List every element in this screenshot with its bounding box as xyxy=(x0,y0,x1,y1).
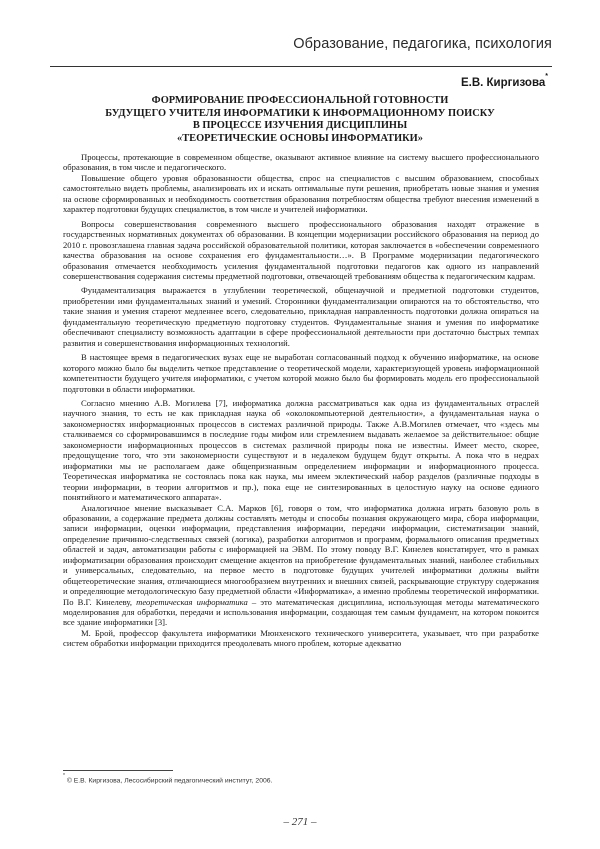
paragraph-7-tail: – это математическая дисциплина, использующая методы математического моделирования для обработки, передачи и использования информации, создающая тем самым фундамент, на котором покоится все здание информатики [3]. xyxy=(63,596,539,628)
paragraph-7 xyxy=(63,503,539,628)
paragraph-5: В настоящее время в педагогических вузах еще не выработан согласованный подход к обучению информатике, на основе которого можно было бы выделить четкое представление о теоретической модели, характеризующей уровень информационной компетентности будущего учителя информатики, с учетом которой можно было бы формировать модель его профессиональной подготовки в области информатики. xyxy=(63,352,539,394)
author-footnote-mark: * xyxy=(545,73,548,80)
author-name xyxy=(460,73,548,89)
title-line-3: В ПРОЦЕССЕ ИЗУЧЕНИЯ ДИСЦИПЛИНЫ xyxy=(192,120,408,132)
footnote-divider xyxy=(63,770,173,771)
footnote-text: © Е.В. Киргизова, Лесосибирский педагогический институт, 2006. xyxy=(64,777,273,785)
paragraph-7-emphasis: теоретическая информатика xyxy=(136,596,248,607)
title-line-2: БУДУЩЕГО УЧИТЕЛЯ ИНФОРМАТИКИ К ИНФОРМАЦИОННОМУ ПОИСКУ xyxy=(105,107,495,119)
paragraph-6: Согласно мнению А.В. Могилева [7], информатика должна рассматриваться как одна из фундаментальных отраслей научного знания, то есть не как прикладная наука об «околокомпьютерной деятельности», а фундаментальная наука о закономерностях информационных процессов в системах различной природы. Также А.В.Могилев отмечает, что «здесь мы сталкиваемся со сформировавшимся в последние годы мифом или стремлением выдавать желаемое за действительное: общие закономерности информационных процессов в системах различной природы пока не известны. Имеет место, скорее, предощущение того, что эти закономерности существуют и в недалеком будущем будут открыты. А пока что в недрах информатики мы не располагаем даже общепризнанным определением информации и информационного процесса. Теоретическая информатика не состоялась пока как наука, мы имеем эклектический набор разделов (различные подходы в теории информации, в теории алгоритмов и пр.), пока еще не синтезированных в целостную науку на основе единого понятийного и математического аппарата». xyxy=(63,397,539,503)
footnote-mark: * xyxy=(63,773,65,779)
paragraph-7-text: Аналогичное мнение высказывает С.А. Марков [6], говоря о том, что информатика должна играть базовую роль в образовании, а содержание предмета должны составлять методы и способы познания окружающего мира, сбора информации, записи информации, оценки информации, представления информации, передачи информации, систематизации знаний, определение причинно-следственных связей (логика), разработки алгоритмов и программ, формального описания предметных областей и задач, автоматизации работы с информацией на ЭВМ. По этому поводу В.Г. Кинелев констатирует, что в рамках информатизации образования происходит смещение акцентов на приобретение фундаментальных знаний, наиболее стабильных и универсальных, следовательно, на первое место в подготовке будущих учителей информатики должны выйти общетеоретические знания, отличающиеся многообразием внутренних и внешних связей, раскрывающие структуру содержания и определяющие методологическую базу предметной области «Информатика», а именно проблемы теоретической информатики. По В.Г. Кинелеву, xyxy=(63,502,539,607)
author-name-text: Е.В. Киргизова xyxy=(460,76,546,89)
footnote xyxy=(63,775,272,784)
title-line-1: ФОРМИРОВАНИЕ ПРОФЕССИОНАЛЬНОЙ ГОТОВНОСТИ xyxy=(151,95,449,106)
paragraph-2: Повышение общего уровня образованности общества, спрос на специалистов с высшим образованием, способных самостоятельно видеть проблемы, анализировать их и искать оптимальные пути решения, приобретать новые знания и умения на основе сформированных и необходимость соответствия образования потребностям общества требуют внесения изменений в характер подготовки будущих специалистов, в том числе и учителей информатики. xyxy=(63,172,539,215)
page-number: – 271 – xyxy=(283,816,317,828)
header-divider xyxy=(50,66,552,67)
article-title xyxy=(60,95,540,145)
paragraph-1: Процессы, протекающие в современном обществе, оказывают активное влияние на систему высшего профессионального образования, в том числе и педагогического. xyxy=(63,152,539,173)
title-line-4: «ТЕОРЕТИЧЕСКИЕ ОСНОВЫ ИНФОРМАТИКИ» xyxy=(177,132,423,144)
paragraph-3: Вопросы совершенствования современного высшего профессионального образования находят отражение в государственных нормативных документах об образовании. В концепции модернизации российского образования на период до 2010 г. провозглашена главная задача российской образовательной политики, которая заключается в «обеспечении современного качества образования на основе сохранения его фундаментальности…». В Программе модернизации педагогического образования отмечается необходимость усиления фундаментальной подготовки педагогов как одного из направлений совершенствования содержания системы предметной подготовки, отвечающей требованиям общества к педагогическим кадрам. xyxy=(63,218,539,281)
paragraph-8: М. Брой, профессор факультета информатики Мюнхенского технического университета, указывает, что при разработке систем обработки информации приходится преодолевать много проблем, которые адекватно xyxy=(63,627,539,649)
paragraph-4: Фундаментализация выражается в углублении теоретической, общенаучной и предметной подготовки студентов, приобретении ими фундаментальных знаний и умений. Сторонники фундаментализации опираются на то обстоятельство, что такие знания и умения стареют медленнее всего, следовательно, прикладная направленность подготовки должна опираться на фундаментальную теоретическую предметную подготовку студентов. Фундаментальные знания и умения по информатике обеспечивают специалисту возможность адаптации в сфере профессиональной деятельности при достаточно быстрых темпах развития и совершенствования информационных технологий. xyxy=(63,285,539,348)
running-header: Образование, педагогика, психология xyxy=(293,36,552,52)
article-body xyxy=(63,152,539,653)
